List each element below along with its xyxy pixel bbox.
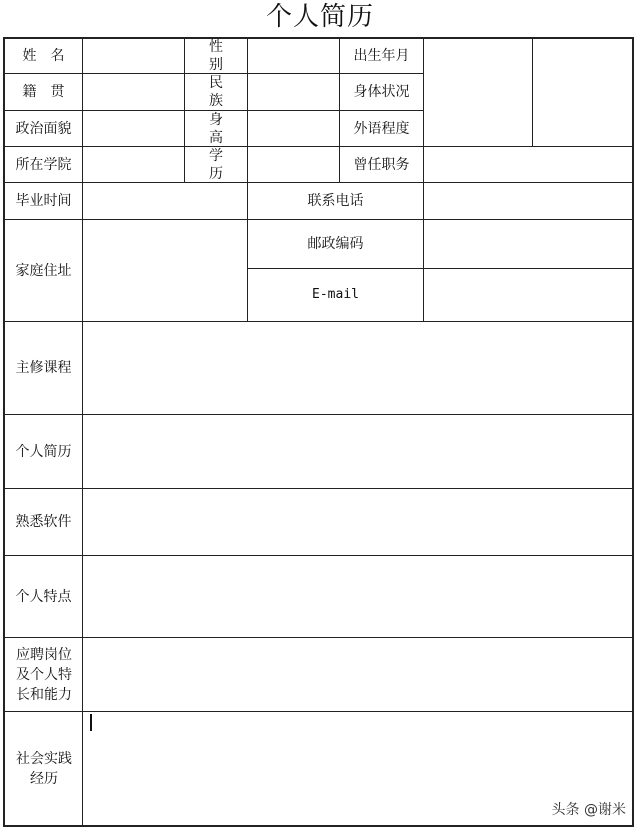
- graduation-field[interactable]: [83, 183, 247, 219]
- label-traits: 个人特点: [15, 588, 72, 605]
- label-resume: 个人简历: [15, 443, 72, 460]
- watermark: 头条 @谢米: [551, 802, 626, 818]
- birth-field[interactable]: [424, 39, 532, 73]
- social-practice-field[interactable]: [83, 712, 632, 825]
- label-postcode: 邮政编码: [307, 236, 364, 252]
- label-ethnicity: 民族: [209, 75, 237, 109]
- label-social-practice: 社会实践经历: [16, 750, 72, 787]
- label-birth: 出生年月: [353, 48, 410, 64]
- traits-field[interactable]: [83, 556, 632, 637]
- address-field[interactable]: [83, 220, 247, 321]
- label-political: 政治面貌: [15, 120, 72, 137]
- ethnicity-field[interactable]: [248, 74, 339, 110]
- label-height: 身高: [209, 111, 237, 146]
- label-foreign-lang: 外语程度: [353, 120, 410, 137]
- name-field[interactable]: [83, 39, 184, 73]
- label-name: 姓名: [22, 48, 79, 64]
- foreign-lang-field[interactable]: [424, 111, 532, 146]
- political-field[interactable]: [83, 111, 184, 146]
- label-native-place: 籍贯: [22, 84, 79, 100]
- software-field[interactable]: [83, 489, 632, 555]
- label-graduation: 毕业时间: [15, 193, 72, 209]
- label-phone: 联系电话: [307, 193, 364, 209]
- text-cursor: [90, 714, 92, 731]
- health-field[interactable]: [424, 74, 532, 110]
- former-post-field[interactable]: [424, 147, 632, 182]
- height-field[interactable]: [248, 111, 339, 146]
- postcode-field[interactable]: [424, 220, 632, 268]
- photo-field[interactable]: [533, 39, 632, 146]
- native-place-field[interactable]: [83, 74, 184, 110]
- gender-field[interactable]: [248, 39, 339, 73]
- college-field[interactable]: [83, 147, 184, 182]
- position-ability-field[interactable]: [83, 638, 632, 711]
- label-email: E-mail: [312, 287, 359, 302]
- label-software: 熟悉软件: [15, 514, 72, 530]
- label-address: 家庭住址: [15, 262, 72, 279]
- courses-field[interactable]: [83, 322, 632, 414]
- page-title: 个人简历: [265, 2, 374, 32]
- education-field[interactable]: [248, 147, 339, 182]
- label-courses: 主修课程: [15, 360, 72, 376]
- label-gender: 性别: [209, 39, 237, 73]
- label-college: 所在学院: [15, 156, 72, 173]
- label-health: 身体状况: [353, 84, 410, 100]
- email-field[interactable]: [424, 269, 632, 321]
- phone-field[interactable]: [424, 183, 632, 219]
- resume-field[interactable]: [83, 415, 632, 488]
- label-former-post: 曾任职务: [353, 156, 410, 173]
- label-education: 学历: [209, 147, 237, 182]
- label-position-ability: 应聘岗位及个人特长和能力: [16, 646, 72, 703]
